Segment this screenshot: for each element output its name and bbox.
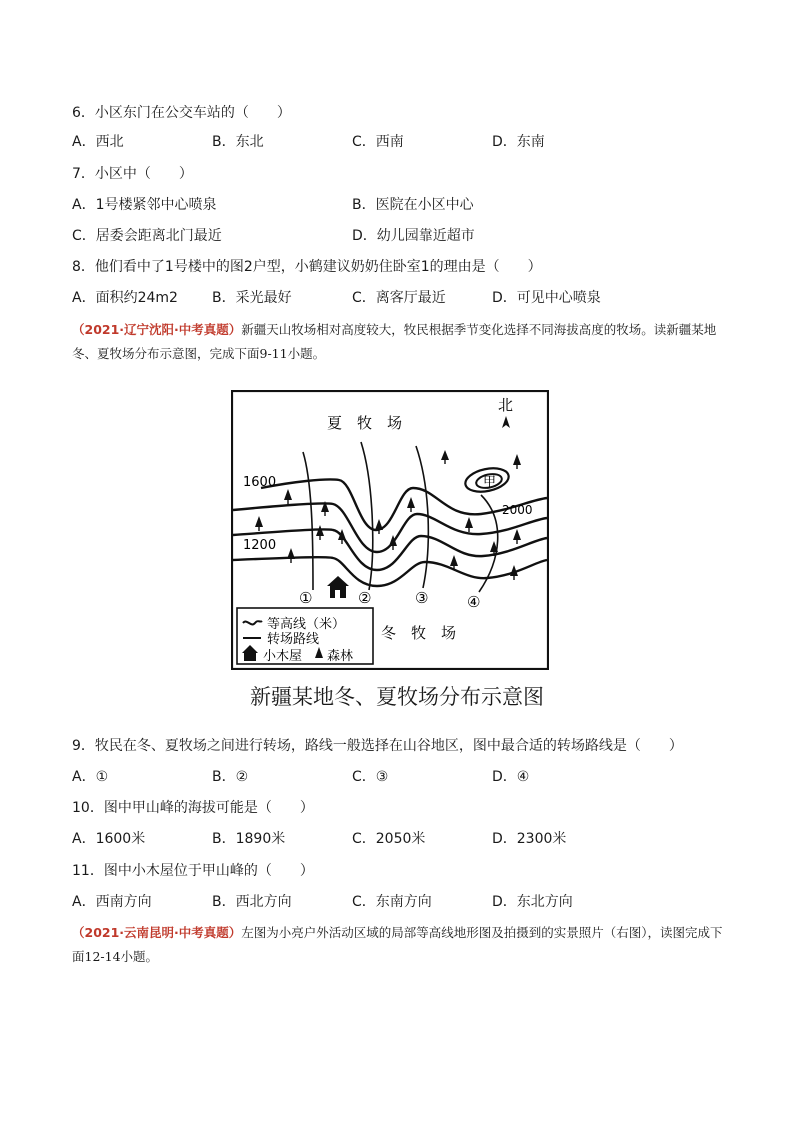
question-11: 11．图中小木屋位于甲山峰的（ ） [72, 863, 314, 879]
route-1-label: ① [299, 589, 313, 607]
question-8: 8．他们看中了1号楼中的图2户型，小鹤建议奶奶住卧室1的理由是（ ） [72, 259, 542, 275]
q10-option-a: A．1600米 [72, 831, 146, 847]
q7-option-c: C．居委会距离北门最近 [72, 228, 222, 244]
legend-route-label: 转场路线 [267, 632, 320, 647]
intro-paragraph-1 [72, 318, 732, 366]
peak-label: 甲 [483, 475, 497, 490]
question-10: 10．图中甲山峰的海拔可能是（ ） [72, 800, 314, 816]
q9-option-b: B．② [212, 769, 249, 785]
question-6: 6．小区东门在公交车站的（ ） [72, 105, 291, 121]
intro-paragraph-2 [72, 921, 732, 969]
winter-pasture-label: 冬 牧 场 [381, 624, 457, 642]
q10-option-d: D．2300米 [492, 831, 567, 847]
legend-contour-label: 等高线（米） [267, 617, 346, 632]
q11-option-d: D．东北方向 [492, 894, 573, 910]
q9-option-a: A．① [72, 769, 109, 785]
route-2-label: ② [358, 589, 372, 607]
route-4-label: ④ [467, 593, 481, 611]
q6-option-d: D．东南 [492, 134, 545, 150]
intro-text: 左图为小亮户外活动区域的局部等高线地形图及拍摄到的实景照片（右图），读图完成下面12-14小题。 [72, 925, 723, 964]
q11-option-b: B．西北方向 [212, 894, 292, 910]
map-title: 新疆某地冬、夏牧场分布示意图 [250, 685, 544, 709]
q10-option-b: B．1890米 [212, 831, 286, 847]
q11-option-c: C．东南方向 [352, 894, 432, 910]
north-label: 北 [498, 396, 514, 414]
route-3-label: ③ [415, 589, 429, 607]
q8-option-c: C．离客厅最近 [352, 290, 446, 306]
q9-option-d: D．④ [492, 769, 530, 785]
q9-option-c: C．③ [352, 769, 389, 785]
q7-option-b: B．医院在小区中心 [352, 197, 474, 213]
contour-2000-label: 2000 [502, 503, 533, 517]
q7-option-d: D．幼儿园靠近超市 [352, 228, 475, 244]
q8-option-d: D．可见中心喷泉 [492, 290, 601, 306]
pasture-map [231, 390, 549, 670]
source-tag: （2021·辽宁沈阳·中考真题） [72, 322, 242, 337]
q8-option-a: A．面积约24m2 [72, 290, 178, 306]
question-7: 7．小区中（ ） [72, 166, 193, 182]
summer-pasture-label: 夏 牧 场 [327, 414, 403, 432]
q6-option-c: C．西南 [352, 134, 404, 150]
source-tag: （2021·云南昆明·中考真题） [72, 925, 242, 940]
contour-1600-label: 1600 [243, 475, 277, 490]
legend-forest-label: 森林 [327, 649, 354, 664]
q8-option-b: B．采光最好 [212, 290, 292, 306]
legend-cabin-label: 小木屋 [263, 649, 303, 664]
intro-text: 新疆天山牧场相对高度较大，牧民根据季节变化选择不同海拔高度的牧场。读新疆某地冬、夏牧场分布示意图，完成下面9-11小题。 [72, 322, 717, 361]
q10-option-c: C．2050米 [352, 831, 426, 847]
q11-option-a: A．西南方向 [72, 894, 152, 910]
question-9: 9．牧民在冬、夏牧场之间进行转场，路线一般选择在山谷地区，图中最合适的转场路线是（ ） [72, 738, 683, 754]
q6-option-b: B．东北 [212, 134, 264, 150]
contour-1200-label: 1200 [243, 538, 277, 553]
q6-option-a: A．西北 [72, 134, 124, 150]
q7-option-a: A．1号楼紧邻中心喷泉 [72, 197, 217, 213]
